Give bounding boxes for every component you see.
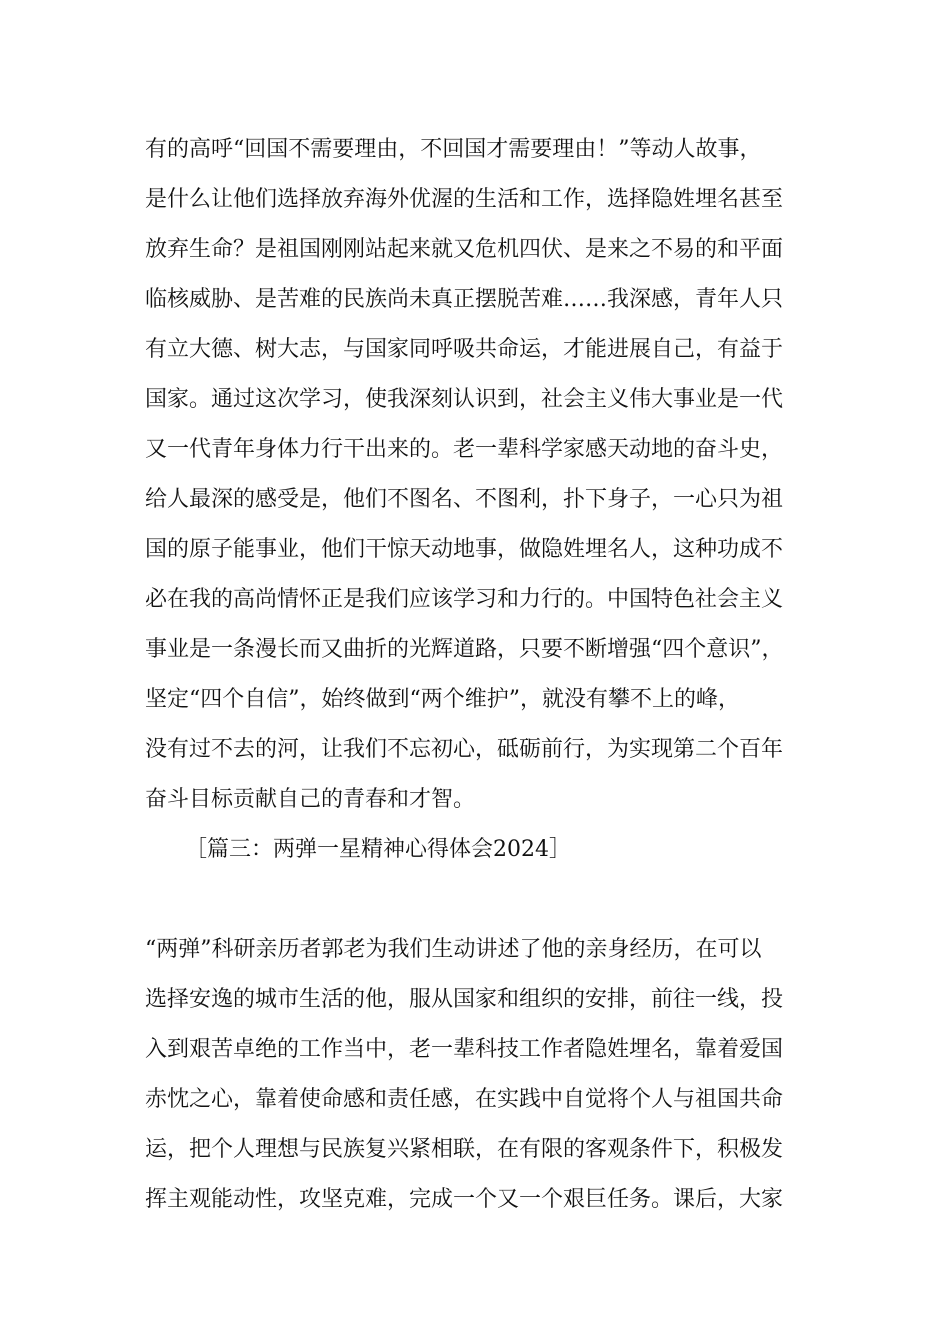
text-line: 事业是一条漫长而又曲折的光辉道路，只要不断增强“四个意识”， (145, 637, 784, 662)
text-line: 有的高呼“回国不需要理由，不回国才需要理由！”等动人故事， (145, 137, 762, 162)
text-line: 赤忱之心，靠着使命感和责任感，在实践中自觉将个人与祖国共命 (145, 1087, 784, 1112)
text-line: 必在我的高尚情怀正是我们应该学习和力行的。中国特色社会主义 (145, 587, 784, 612)
text-line: 运，把个人理想与民族复兴紧相联，在有限的客观条件下，积极发 (145, 1137, 784, 1162)
text-line: 选择安逸的城市生活的他，服从国家和组织的安排，前往一线，投 (145, 987, 784, 1012)
text-line: “两弹”科研亲历者郭老为我们生动讲述了他的亲身经历，在可以 (145, 937, 762, 962)
text-line: 入到艰苦卓绝的工作当中，老一辈科技工作者隐姓埋名，靠着爱国 (145, 1037, 784, 1062)
text-line: 国的原子能事业，他们干惊天动地事，做隐姓埋名人，这种功成不 (145, 537, 784, 562)
text-line: 放弃生命？是祖国刚刚站起来就又危机四伏、是来之不易的和平面 (145, 237, 784, 262)
section-heading: ［篇三：两弹一星精神心得体会2024］ (185, 837, 571, 862)
text-line: 国家。通过这次学习，使我深刻认识到，社会主义伟大事业是一代 (145, 387, 784, 412)
text-line: 临核威胁、是苦难的民族尚未真正摆脱苦难……我深感，青年人只 (145, 287, 784, 312)
text-line: 坚定“四个自信”，始终做到“两个维护”，就没有攀不上的峰， (145, 687, 740, 712)
text-line: 是什么让他们选择放弃海外优渥的生活和工作，选择隐姓埋名甚至 (145, 187, 784, 212)
text-line: 挥主观能动性，攻坚克难，完成一个又一个艰巨任务。课后，大家 (145, 1187, 784, 1212)
text-line: 奋斗目标贡献自己的青春和才智。 (145, 787, 476, 812)
text-line: 给人最深的感受是，他们不图名、不图利，扑下身子，一心只为祖 (145, 487, 784, 512)
text-line: 有立大德、树大志，与国家同呼吸共命运，才能进展自己，有益于 (145, 337, 784, 362)
text-line: 又一代青年身体力行干出来的。老一辈科学家感天动地的奋斗史， (145, 437, 784, 462)
text-line: 没有过不去的河，让我们不忘初心，砥砺前行，为实现第二个百年 (145, 737, 784, 762)
